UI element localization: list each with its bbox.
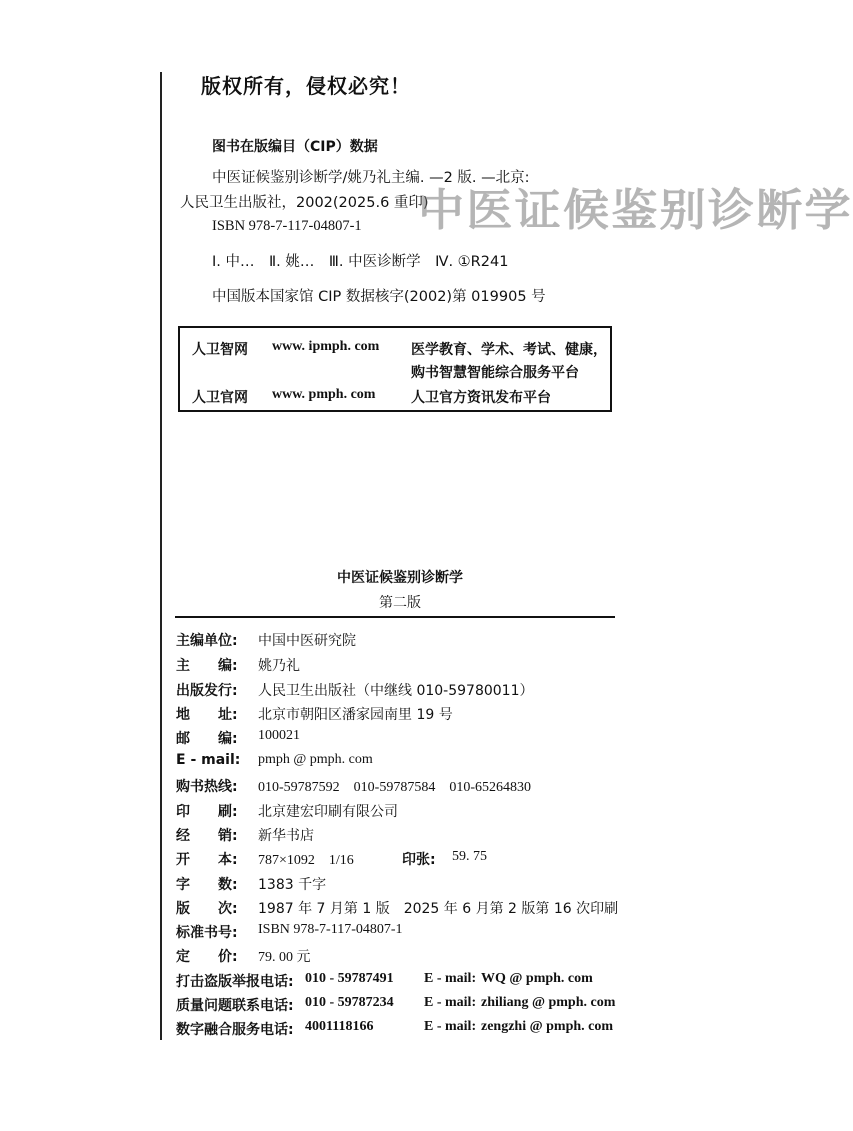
colophon-label: 出版发行: — [176, 683, 238, 699]
cip-line-5: 中国版本国家馆 CIP 数据核字(2002)第 019905 号 — [212, 289, 546, 305]
cip-line-2: 人民卫生出版社，2002(2025.6 重印) — [180, 195, 429, 211]
colophon-label: 字 数: — [176, 877, 238, 893]
network-name: 人卫官网 — [192, 390, 248, 406]
colophon-label: E - mail: — [176, 752, 241, 768]
cip-line-4: Ⅰ. 中… Ⅱ. 姚… Ⅲ. 中医诊断学 Ⅳ. ①R241 — [212, 254, 509, 270]
divider-rule — [175, 616, 615, 618]
network-desc: 医学教育、学术、考试、健康， — [411, 342, 607, 358]
colophon-label: 印张: — [402, 852, 436, 868]
contact-email-label: E - mail: — [424, 1019, 477, 1034]
colophon-value: 中国中医研究院 — [258, 633, 356, 649]
colophon-value: 新华书店 — [258, 828, 314, 844]
book-title: 中医证候鉴别诊断学 — [337, 570, 463, 586]
network-url: www. ipmph. com — [272, 339, 380, 354]
network-url: www. pmph. com — [272, 387, 376, 402]
colophon-label: 购书热线: — [176, 779, 238, 795]
colophon-value: 1987 年 7 月第 1 版 2025 年 6 月第 2 版第 16 次印刷 — [258, 901, 619, 917]
contact-email: zhiliang @ pmph. com — [481, 995, 616, 1010]
contact-email-label: E - mail: — [424, 971, 477, 986]
colophon-label: 开 本: — [176, 852, 238, 868]
contact-label: 质量问题联系电话: — [176, 998, 294, 1014]
colophon-value: 北京建宏印刷有限公司 — [258, 804, 398, 820]
colophon-value: 人民卫生出版社（中继线 010-59780011） — [258, 683, 534, 699]
colophon-value: ISBN 978-7-117-04807-1 — [258, 922, 403, 937]
contact-phone: 4001118166 — [305, 1019, 374, 1034]
colophon-label: 经 销: — [176, 828, 238, 844]
colophon-value: pmph @ pmph. com — [258, 752, 373, 767]
book-edition: 第二版 — [379, 595, 421, 611]
colophon-value: 北京市朝阳区潘家园南里 19 号 — [258, 707, 453, 723]
colophon-value: 787×1092 1/16 — [258, 853, 354, 868]
colophon-label: 印 刷: — [176, 804, 238, 820]
binding-line — [160, 72, 162, 1040]
contact-label: 数字融合服务电话: — [176, 1022, 294, 1038]
colophon-label: 标准书号: — [176, 925, 238, 941]
colophon-value: 1383 千字 — [258, 877, 327, 893]
contact-email: WQ @ pmph. com — [481, 971, 593, 986]
colophon-label: 主 编: — [176, 658, 238, 674]
cip-line-3: ISBN 978-7-117-04807-1 — [212, 218, 362, 234]
colophon-value: 79. 00 元 — [258, 950, 311, 965]
cip-line-1: 中医证候鉴别诊断学/姚乃礼主编. —2 版. —北京: — [212, 170, 530, 186]
network-desc: 人卫官方资讯发布平台 — [411, 390, 551, 406]
contact-label: 打击盗版举报电话: — [176, 974, 294, 990]
contact-phone: 010 - 59787234 — [305, 995, 394, 1010]
colophon-label: 定 价: — [176, 949, 238, 965]
watermark-stamp: 中医证候鉴别诊断学 — [418, 185, 853, 236]
contact-email-label: E - mail: — [424, 995, 477, 1010]
copyright-notice: 版权所有，侵权必究！ — [201, 74, 411, 98]
colophon-value: 姚乃礼 — [258, 658, 300, 674]
colophon-value: 010-59787592 010-59787584 010-65264830 — [258, 780, 531, 795]
contact-phone: 010 - 59787491 — [305, 971, 394, 986]
colophon-value: 59. 75 — [452, 849, 487, 864]
colophon-label: 邮 编: — [176, 731, 238, 747]
colophon-value: 100021 — [258, 728, 300, 743]
contact-email: zengzhi @ pmph. com — [481, 1019, 614, 1034]
cip-heading: 图书在版编目（CIP）数据 — [212, 139, 378, 155]
network-desc: 购书智慧智能综合服务平台 — [411, 365, 579, 381]
colophon-label: 版 次: — [176, 901, 238, 917]
network-name: 人卫智网 — [192, 342, 248, 358]
colophon-label: 主编单位: — [176, 633, 238, 649]
colophon-label: 地 址: — [176, 707, 238, 723]
